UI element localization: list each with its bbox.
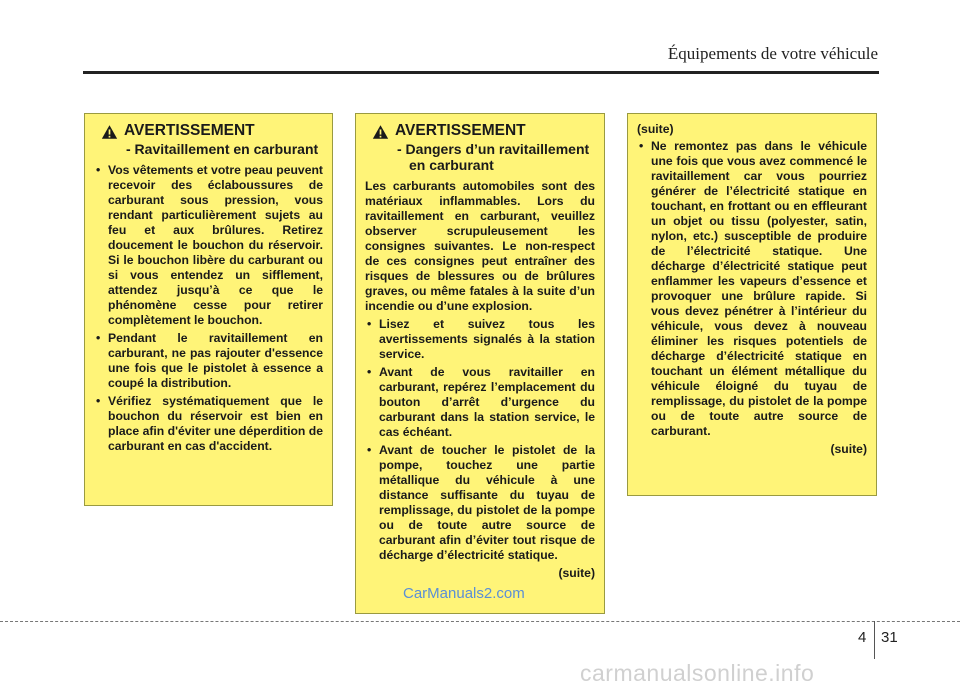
warning-triangle-icon [101,124,118,140]
list-item: • Avant de vous ravitailler en carburant, repérez l’emplacement du bouton d’arrêt d’urgence du carburant dans la station service, le cas échéant. [367,365,595,440]
warning-subtitle: - Ravitaillement en carburant [126,141,319,157]
warning-header [365,122,595,140]
warning-bullet-list [365,317,595,563]
warning-title: AVERTISSEMENT [395,122,526,139]
list-item: • Lisez et suivez tous les avertissements signalés à la station service. [367,317,595,362]
list-item: • Vérifiez systématiquement que le bouchon du réservoir est bien en place afin d'éviter une déperdition de carburant en cas d'accident. [96,394,323,454]
list-item: • Vos vêtements et votre peau peuvent recevoir des éclaboussures de carburant sous pression, vous rendant particulièrement sujets au feu et aux brûlures. Retirez doucement le bouchon du réservoir. Si le bouchon libère du carburant ou si vous entendez un sifflement, attendez jusqu’à ce que le phénomène cesse pour retirer complètement le bouchon. [96,163,323,328]
warning-subtitle: - Dangers d’un ravitaillement en carburant [397,141,590,173]
site-watermark: carmanualsonline.info [580,660,815,686]
warning-header [94,122,323,140]
warning-box-refueling-dangers [355,113,605,614]
page-number-divider [874,621,875,659]
warning-intro: Les carburants automobiles sont des matériaux inflammables. Lors du ravitaillement en carburant, veuillez observer scrupuleusement les consignes suivantes. Le non-respect de ces consignes peut entraîner des risques de blessures ou de brûlures graves, ou même fatales à la suite d’un incendie ou d’une explosion. [365,179,595,313]
warning-box-refueling [84,113,333,506]
footer-rule [0,621,960,622]
header-rule [83,71,879,74]
warning-bullet-list [94,163,323,454]
warning-triangle-icon [372,124,389,140]
chapter-number: 4 [858,629,867,646]
continued-label: (suite) [558,566,595,580]
page-header-title: Équipements de votre véhicule [667,44,878,63]
watermark-link[interactable]: CarManuals2.com [403,585,525,602]
page-number: 31 [881,629,898,646]
continued-from-label: (suite) [637,122,674,136]
list-item: • Avant de toucher le pistolet de la pompe, touchez une partie métallique du véhicule à une distance suffisante du tuyau de remplissage, du pistolet de la pompe ou de toute autre source de carburant afin d’éviter tout risque de décharge d’électricité statique. [367,443,595,563]
warning-box-continued [627,113,877,496]
list-item: • Ne remontez pas dans le véhicule une fois que vous avez commencé le ravitaillement car vous pourriez générer de l’électricité statique en touchant, en frottant ou en effleurant un objet ou tissu (polyester, satin, nylon, etc.) susceptible de produire de l’électricité statique. Une décharge d’électricité statique peut enflammer les vapeurs d’essence et provoquer une brûlure rapide. Si vous devez pénétrer à l’intérieur du véhicule, vous devez à nouveau éliminer les risques potentiels de décharge d’électricité statique en touchant un élément métallique du véhicule éloigné du tuyau de remplissage, du pistolet de la pompe ou de toute autre source de carburant. [639,139,867,439]
continued-label: (suite) [830,442,867,456]
list-item: • Pendant le ravitaillement en carburant, ne pas rajouter d'essence une fois que le pistolet à essence a coupé la distribution. [96,331,323,391]
warning-title: AVERTISSEMENT [124,122,255,139]
warning-bullet-list [637,139,867,439]
